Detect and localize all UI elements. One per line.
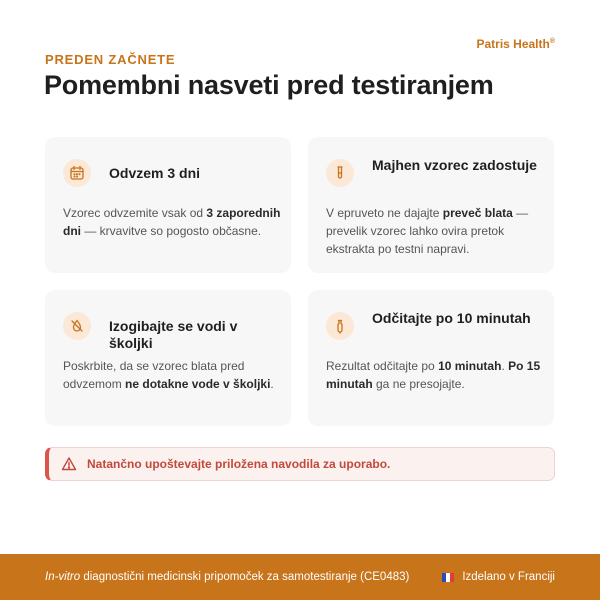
dropper-icon — [326, 312, 354, 340]
warning-text: Natančno upoštevajte priložena navodila za uporabo. — [87, 457, 391, 471]
brand-logo — [476, 37, 555, 51]
brand-registered-mark: ® — [549, 38, 555, 45]
calendar-icon — [63, 159, 91, 187]
emphasis-text: Po 15 minutah — [326, 359, 541, 391]
card-title: Majhen vzorec zadostuje — [372, 157, 537, 173]
card-title: Odčitajte po 10 minutah — [372, 310, 531, 326]
emphasis-text: 10 minutah — [438, 359, 502, 373]
footer-bar — [0, 554, 600, 600]
body-text: . — [270, 377, 274, 391]
tip-card-read-time — [308, 290, 554, 426]
footer-text: diagnostični medicinski pripomoček za samotestiranje (CE0483) — [80, 571, 410, 583]
tip-card-collection-days — [45, 137, 291, 273]
card-body — [326, 357, 546, 393]
body-text: Vzorec odvzemite vsak od — [63, 206, 207, 220]
test-tube-icon — [326, 159, 354, 187]
page-title: Pomembni nasveti pred testiranjem — [44, 70, 494, 100]
warning-triangle-icon — [61, 456, 77, 472]
no-water-icon — [63, 312, 91, 340]
card-body — [63, 357, 283, 393]
warning-banner — [45, 447, 555, 481]
france-flag-icon — [442, 573, 454, 582]
body-text: Rezultat odčitajte po — [326, 359, 439, 373]
section-kicker: PREDEN ZAČNETE — [45, 52, 176, 67]
footer-device-info — [45, 571, 409, 583]
footer-origin — [442, 571, 555, 583]
card-title: Izogibajte se vodi v školjki — [109, 318, 238, 351]
footer-made-in: Izdelano v Franciji — [462, 571, 555, 583]
brand-name: Patris Health — [476, 37, 550, 51]
card-title: Odvzem 3 dni — [109, 165, 201, 181]
tip-card-avoid-water — [45, 290, 291, 426]
emphasis-text: ne dotakne vode v školjki — [125, 377, 271, 391]
emphasis-text: 3 zaporednih dni — [63, 206, 281, 238]
tip-card-small-sample — [308, 137, 554, 273]
card-body — [63, 204, 283, 240]
body-text: Poskrbite, da se vzorec blata pred odvzemom — [63, 359, 245, 391]
footer-italic: In-vitro — [45, 571, 81, 583]
body-text: — prevelik vzorec lahko ovira pretok ekstrakta po testni napravi. — [326, 206, 529, 256]
body-text: . — [501, 359, 509, 373]
body-text: — krvavitve so pogosto občasne. — [81, 224, 262, 238]
card-body — [326, 204, 546, 258]
body-text: ga ne presojajte. — [372, 377, 465, 391]
body-text: V epruveto ne dajajte — [326, 206, 443, 220]
emphasis-text: preveč blata — [442, 206, 513, 220]
